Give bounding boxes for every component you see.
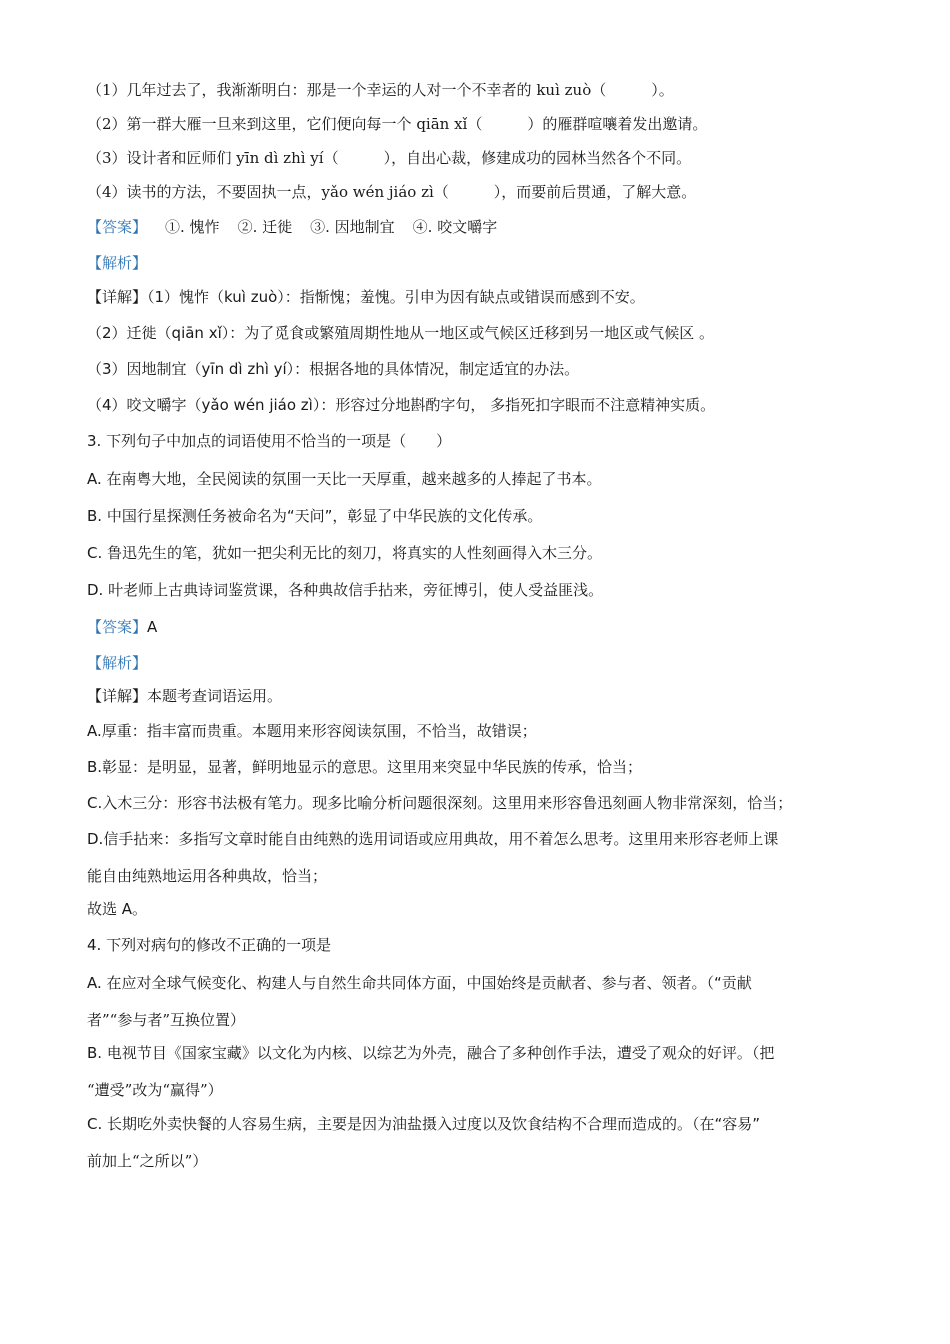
q3-answer-line xyxy=(87,617,877,637)
q4-option-b-cont: “遭受”改为“赢得”） xyxy=(87,1081,223,1099)
q3-stem: 3. 下列句子中加点的词语使用不恰当的一项是（ ） xyxy=(87,432,452,450)
q2-item-2: （2）第一群大雁一旦来到这里，它们便向每一个 qiān xǐ（ ）的雁群喧嚷着发出邀请。 xyxy=(87,115,708,133)
q3-detail-intro: 本题考查词语运用。 xyxy=(147,687,283,705)
q4-option-a: A. 在应对全球气候变化、构建人与自然生命共同体方面，中国始终是贡献者、参与者、领者。（“贡献 xyxy=(87,974,752,992)
q2-detail-2: （2）迁徙（qiān xǐ）：为了觅食或繁殖周期性地从一地区或气候区迁移到另一地区或气候区 。 xyxy=(87,324,715,342)
q2-analysis-label: 【解析】 xyxy=(87,254,148,272)
answer-label: 【答案】 xyxy=(87,218,148,236)
q3-analysis-label: 【解析】 xyxy=(87,654,148,672)
answer-label: 【答案】 xyxy=(87,618,148,636)
q2-answer-line xyxy=(87,217,877,237)
q3-detail-a: A.厚重：指丰富而贵重。本题用来形容阅读氛围，不恰当，故错误； xyxy=(87,722,537,740)
q4-option-a-cont: 者”“参与者”互换位置） xyxy=(87,1011,246,1029)
q2-detail-1-line xyxy=(87,287,877,307)
q3-detail-intro-line xyxy=(87,686,877,706)
q3-option-d: D. 叶老师上古典诗词鉴赏课，各种典故信手拈来，旁征博引，使人受益匪浅。 xyxy=(87,581,604,599)
q2-item-1: （1）几年过去了，我渐渐明白：那是一个幸运的人对一个不幸者的 kuì zuò（ ）。 xyxy=(87,81,674,99)
q3-option-b: B. 中国行星探测任务被命名为“天问”，彰显了中华民族的文化传承。 xyxy=(87,507,543,525)
q4-option-b: B. 电视节目《国家宝藏》以文化为内核、以综艺为外壳，融合了多种创作手法，遭受了观众的好评。（把 xyxy=(87,1044,775,1062)
q4-option-c: C. 长期吃外卖快餐的人容易生病，主要是因为油盐摄入过度以及饮食结构不合理而造成的。（在“容易” xyxy=(87,1115,761,1133)
q2-answer-2: ②. 迁徙 xyxy=(237,218,293,236)
q4-stem: 4. 下列对病句的修改不正确的一项是 xyxy=(87,936,332,954)
q2-item-3: （3）设计者和匠师们 yīn dì zhì yí（ ），自出心裁，修建成功的园林当然各个不同。 xyxy=(87,149,692,167)
q3-option-c: C. 鲁迅先生的笔，犹如一把尖利无比的刻刀，将真实的人性刻画得入木三分。 xyxy=(87,544,603,562)
q3-conclusion: 故选 A。 xyxy=(87,900,148,918)
q3-detail-d-cont: 能自由纯熟地运用各种典故，恰当； xyxy=(87,867,328,885)
q3-answer: A xyxy=(147,618,158,636)
q3-detail-b: B.彰显：是明显，显著，鲜明地显示的意思。这里用来突显中华民族的传承，恰当； xyxy=(87,758,643,776)
detail-label: 【详解】 xyxy=(87,288,148,306)
q3-detail-c: C.入木三分：形容书法极有笔力。现多比喻分析问题很深刻。这里用来形容鲁迅刻画人物非常深刻，恰当； xyxy=(87,794,793,812)
q2-item-4: （4）读书的方法，不要固执一点，yǎo wén jiáo zì（ ），而要前后贯通，了解大意。 xyxy=(87,183,697,201)
q2-detail-1: （1）愧怍（kuì zuò）：指惭愧；羞愧。引申为因有缺点或错误而感到不安。 xyxy=(147,288,645,306)
q2-detail-4: （4）咬文嚼字（yǎo wén jiáo zì）：形容过分地斟酌字句， 多指死扣字眼而不注意精神实质。 xyxy=(87,396,716,414)
detail-label: 【详解】 xyxy=(87,687,148,705)
q3-detail-d: D.信手拈来：多指写文章时能自由纯熟的选用词语或应用典故，用不着怎么思考。这里用来形容老师上课 xyxy=(87,830,779,848)
q2-detail-3: （3）因地制宜（yīn dì zhì yí）：根据各地的具体情况，制定适宜的办法。 xyxy=(87,360,580,378)
q2-answer-1: ①. 愧怍 xyxy=(165,218,220,236)
q2-answer-3: ③. 因地制宜 xyxy=(310,218,395,236)
q2-answer-4: ④. 咬文嚼字 xyxy=(412,218,498,236)
q4-option-c-cont: 前加上“之所以”） xyxy=(87,1152,208,1170)
q3-option-a: A. 在南粤大地，全民阅读的氛围一天比一天厚重，越来越多的人捧起了书本。 xyxy=(87,470,602,488)
